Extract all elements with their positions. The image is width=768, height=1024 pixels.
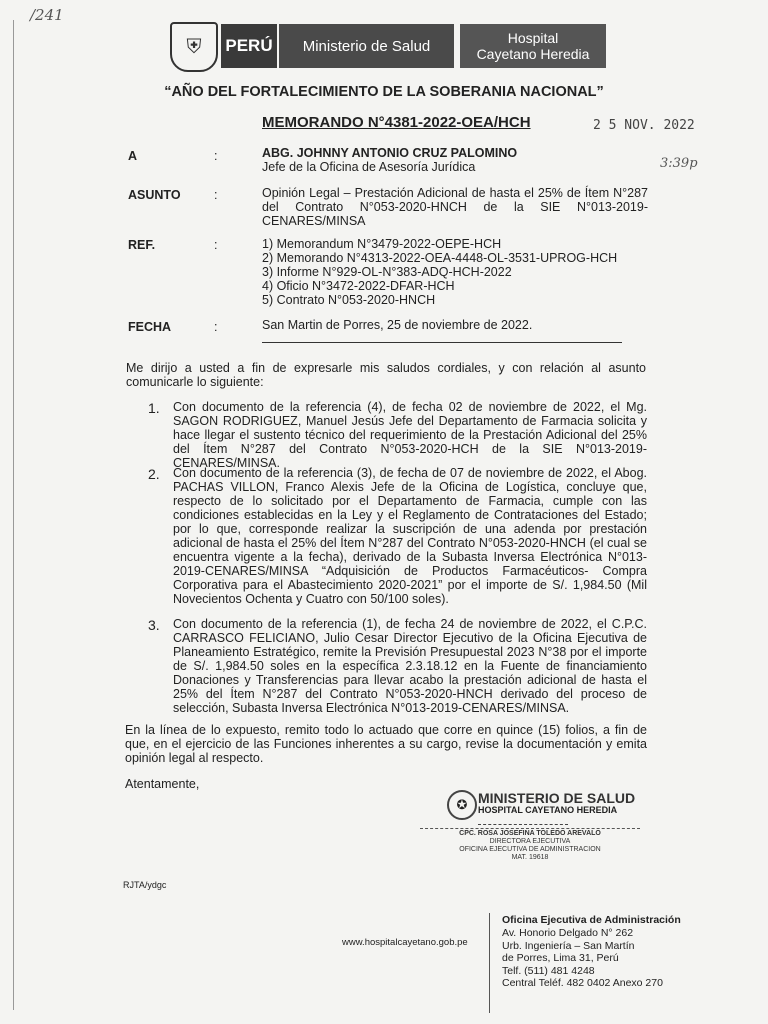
field-colon: : [214, 188, 218, 202]
website-link[interactable]: www.hospitalcayetano.gob.pe [342, 937, 468, 948]
intro-paragraph: Me dirijo a usted a fin de expresarle mis saludos cordiales, y con relación al asunto comunicarle lo siguiente: [126, 361, 646, 389]
closing-paragraph: En la línea de lo expuesto, remito todo lo actuado que corre en quince (15) folios, a fin de que, en el ejercicio de las Funciones inherentes a su cargo, revise la documentación y emita opinión legal al respecto. [125, 723, 647, 765]
item-paragraph-1: Con documento de la referencia (4), de fecha 02 de noviembre de 2022, el Mg. SAGON RODRIGUEZ, Manuel Jesús Jefe del Departamento de Farmacia solicita y hace llegar el sustento técnico del requerimiento de la Prestación Adicional del 25% del Ítem N°287 del Contrato N°053-2020-HCH de la SIE N°013-2019-CENARES/MINSA. [173, 400, 647, 470]
reference-item: 5) Contrato N°053-2020-HNCH [262, 293, 436, 307]
header-ministry: Ministerio de Salud [279, 24, 454, 68]
year-slogan: “AÑO DEL FORTALECIMIENTO DE LA SOBERANIA NACIONAL” [164, 84, 604, 100]
footer-line: Telf. (511) 481 4248 [502, 964, 595, 977]
signer-name: CPC. ROSA JOSEFINA TOLEDO AREVALO [420, 828, 640, 838]
header-divider [262, 342, 622, 343]
item-paragraph-2: Con documento de la referencia (3), de fecha de 07 de noviembre de 2022, el Abog. PACHAS VILLON, Franco Alexis Jefe de la Oficina de Logística, concluye que, respecto de lo solicitado por el Departamento de Farmacia, cumple con las condiciones establecidas en la Ley y el Reglamento de Contrataciones del Estado; por lo que, corresponde realizar la suscripción de una adenda por prestación adicional de hasta el 25% del Ítem N°287 del Contrato N°053-2020-HNCH (el cual se encuentra vigente a la fecha), derivado de la Subasta Inversa Electrónica N°013-2019-CENARES/MINSA “Adquisición de Productos Farmacéuticos- Compra Corporativa para el Abastecimiento 2020-2021” por el importe de S/. 1,984.50 (Mil Novecientos Ochenta y Cuatro con 50/100 soles). [173, 466, 647, 606]
field-label-ref: REF. [128, 238, 156, 252]
reference-item: 2) Memorando N°4313-2022-OEA-4448-OL-3531-UPROG-HCH [262, 251, 618, 265]
subject-text: Opinión Legal – Prestación Adicional de hasta el 25% de Ítem N°287 del Contrato N°053-2020-HNCH de la SIE N°013-2019-CENARES/MINSA [262, 186, 648, 228]
signer-registration: MAT. 19618 [511, 854, 549, 861]
field-colon: : [214, 238, 218, 252]
reference-item: 3) Informe N°929-OL-N°383-ADQ-HCH-2022 [262, 265, 512, 279]
field-colon: : [214, 149, 218, 163]
recipient-name: ABG. JOHNNY ANTONIO CRUZ PALOMINO [262, 146, 518, 160]
header-peru: PERÚ [221, 24, 277, 68]
recipient-role: Jefe de la Oficina de Asesoría Jurídica [262, 160, 476, 174]
field-label-asunto: ASUNTO [128, 188, 181, 202]
reference-item: 1) Memorandum N°3479-2022-OEPE-HCH [262, 237, 502, 251]
ministry-seal-icon: ✪ [447, 790, 477, 820]
memo-title: MEMORANDO N°4381-2022-OEA/HCH [262, 114, 531, 131]
footer-line: de Porres, Lima 31, Perú [502, 952, 619, 964]
item-number: 2. [148, 466, 160, 482]
footer-line: Urb. Ingeniería – San Martín [502, 939, 635, 952]
signer-block [420, 828, 640, 862]
margin-folio-note: /241 [30, 6, 64, 24]
received-date-stamp: 2 5 NOV. 2022 [593, 118, 695, 133]
header-hospital-line1: Hospital [507, 30, 559, 46]
signature-org: MINISTERIO DE SALUD [478, 790, 636, 806]
item-number: 1. [148, 400, 160, 416]
signer-role: DIRECTORA EJECUTIVA [489, 838, 571, 845]
field-colon: : [214, 320, 218, 334]
footer-line: Central Teléf. 482 0402 Anexo 270 [502, 977, 663, 989]
header-hospital-line2: Cayetano Heredia [476, 46, 590, 62]
field-label-a: A [128, 149, 138, 163]
handwritten-time-note: 3:39p [660, 156, 698, 171]
reference-list [262, 237, 617, 307]
reference-item: 4) Oficio N°3472-2022-DFAR-HCH [262, 279, 455, 293]
handwritten-signature [478, 816, 568, 825]
field-label-fecha: FECHA [128, 320, 172, 334]
salutation: Atentamente, [125, 777, 200, 791]
footer-address [502, 927, 663, 990]
footer-line: Av. Honorio Delgado N° 262 [502, 927, 634, 939]
footer-divider [489, 913, 490, 1013]
header-hospital [460, 24, 606, 68]
item-number: 3. [148, 617, 160, 633]
signer-office: OFICINA EJECUTIVA DE ADMINISTRACION [459, 846, 601, 853]
page-margin-line [13, 20, 14, 1010]
date-text: San Martin de Porres, 25 de noviembre de 2022. [262, 318, 533, 332]
footer-office: Oficina Ejecutiva de Administración [502, 914, 681, 926]
typist-initials: RJTA/ydgc [123, 880, 167, 890]
item-paragraph-3: Con documento de la referencia (1), de fecha 24 de noviembre de 2022, el C.P.C. CARRASCO FELICIANO, Julio Cesar Director Ejecutivo de la Oficina Ejecutiva de Planeamiento Estratégico, remite la Previsión Presupuestal 2023 N°38 por el importe de S/. 1,984.50 soles en la específica 2.3.18.12 en la Fuente de financiamiento Donaciones y Transferencias para llevar acabo la prestación adicional de hasta el 25% del Ítem N°287 del Contrato N°053-2020-HNCH derivado del proceso de selección, Subasta Inversa Electrónica N°013-2019-CENARES/MINSA. [173, 617, 647, 715]
signature-hospital: HOSPITAL CAYETANO HEREDIA [478, 805, 618, 815]
peru-coat-of-arms-icon: ⛨ [170, 22, 218, 72]
